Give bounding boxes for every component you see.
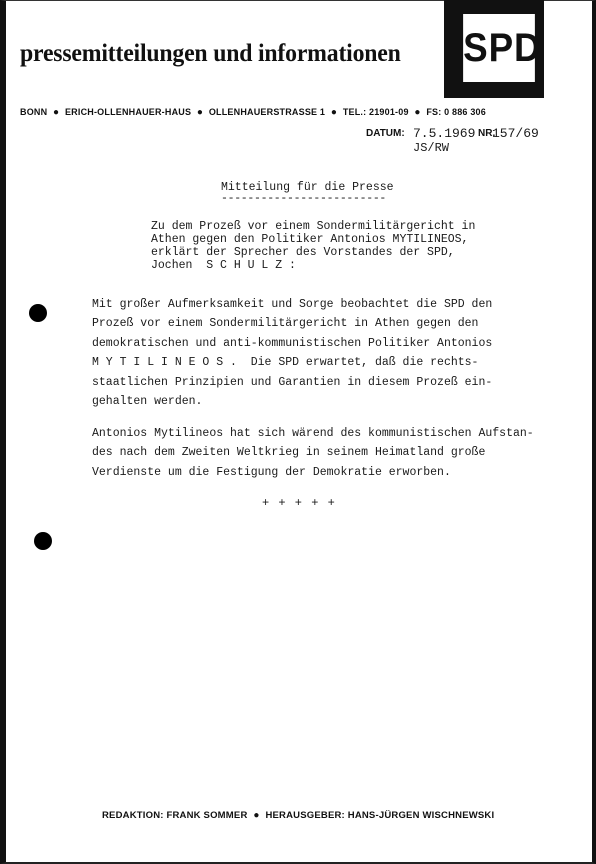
datum-value: 7.5.1969 bbox=[413, 126, 476, 141]
bullet-icon: ● bbox=[414, 107, 421, 118]
body-paragraph-2: Antonios Mytilineos hat sich wärend des kommunistischen Aufstan- des nach dem Zweiten Weltkrieg in seinem Heimatland große Verdienste um die Festigung der Demokratie erworben. bbox=[92, 427, 534, 479]
nr-value: 157/69 bbox=[492, 126, 539, 141]
address-line bbox=[20, 107, 486, 118]
address-fax: FS: 0 886 306 bbox=[426, 107, 486, 117]
footer-herausgeber: HERAUSGEBER: HANS-JÜRGEN WISCHNEWSKI bbox=[265, 810, 495, 821]
bullet-icon: ● bbox=[53, 107, 60, 118]
masthead-title: pressemitteilungen und informationen bbox=[20, 40, 401, 67]
heading-underline: ------------------------- bbox=[221, 192, 387, 205]
spd-logo: SPD bbox=[463, 14, 535, 82]
body-paragraph-1: Mit großer Aufmerksamkeit und Sorge beobachtet die SPD den Prozeß vor einem Sondermilitärgericht in Athen gegen den demokratischen und anti-kommunistischen Politiker Antonios M Y T I L I N E O S . Die SPD erwartet, daß die rechts- staatlichen Prinzipien und Garantien in diesem Prozeß ein- gehalten werden. bbox=[92, 298, 493, 409]
datum-label: DATUM: bbox=[366, 128, 405, 139]
bullet-icon: ● bbox=[253, 810, 260, 821]
address-city: BONN bbox=[20, 107, 48, 117]
bullet-icon: ● bbox=[330, 107, 338, 118]
bullet-icon: ● bbox=[196, 107, 204, 118]
address-building: ERICH-OLLENHAUER-HAUS bbox=[64, 107, 192, 117]
address-street: OLLENHAUERSTRASSE 1 bbox=[208, 107, 326, 117]
footer-redaktion: REDAKTION: FRANK SOMMER bbox=[102, 810, 248, 821]
footer bbox=[102, 810, 494, 821]
intro-text: Zu dem Prozeß vor einem Sondermilitärgericht in Athen gegen den Politiker Antonios MYTILINEOS, erklärt der Sprecher des Vorstandes der SPD, Jochen S C H U L Z : bbox=[151, 220, 476, 272]
address-phone: TEL.: 21901-09 bbox=[342, 107, 409, 117]
document-heading: Mitteilung für die Presse bbox=[221, 181, 394, 194]
punch-hole-icon bbox=[29, 304, 47, 322]
punch-hole-icon bbox=[34, 532, 52, 550]
nr-label: NR. bbox=[478, 128, 496, 139]
initials: JS/RW bbox=[413, 141, 450, 155]
closing-marks: + + + + + bbox=[262, 496, 336, 510]
